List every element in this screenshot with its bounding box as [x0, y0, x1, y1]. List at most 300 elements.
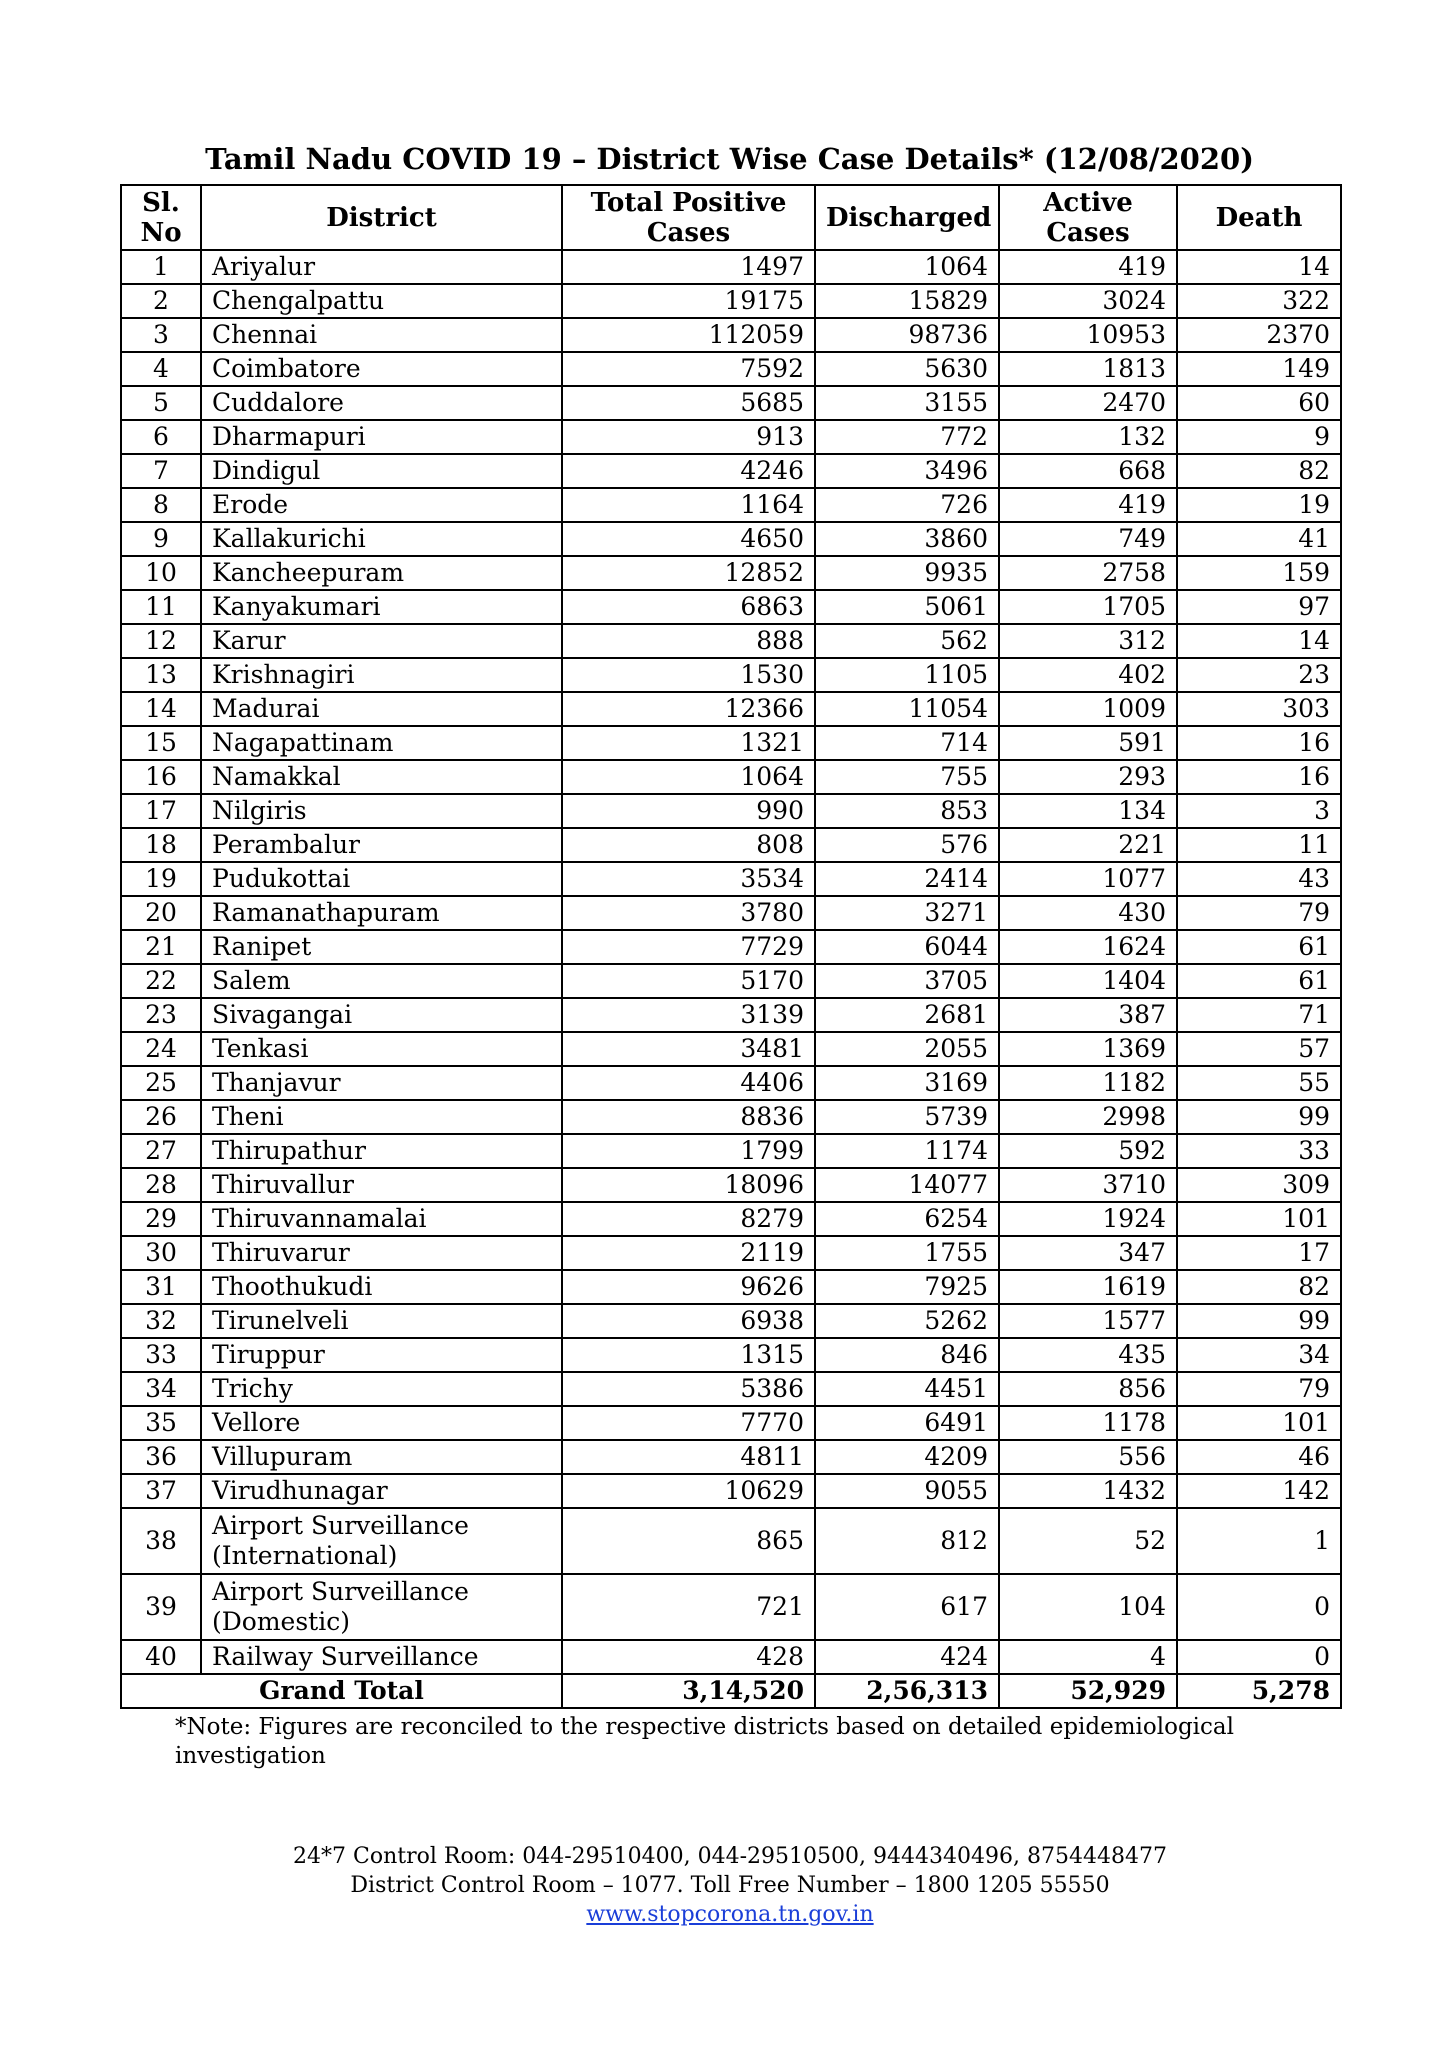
row-discharged: 424 — [815, 1640, 999, 1674]
row-death: 149 — [1177, 352, 1341, 386]
row-total-positive: 1315 — [562, 1338, 815, 1372]
row-active: 52 — [999, 1508, 1177, 1574]
table-row — [121, 1508, 1341, 1574]
table-row — [121, 1032, 1341, 1066]
table-row — [121, 1168, 1341, 1202]
row-district: Thoothukudi — [201, 1270, 562, 1304]
row-discharged: 3705 — [815, 964, 999, 998]
table-row — [121, 352, 1341, 386]
table-row — [121, 1304, 1341, 1338]
row-discharged: 772 — [815, 420, 999, 454]
table-row — [121, 930, 1341, 964]
row-active: 347 — [999, 1236, 1177, 1270]
row-total-positive: 7729 — [562, 930, 815, 964]
table-row — [121, 1066, 1341, 1100]
row-death: 2370 — [1177, 318, 1341, 352]
row-discharged: 11054 — [815, 692, 999, 726]
row-death: 46 — [1177, 1440, 1341, 1474]
table-row — [121, 658, 1341, 692]
row-discharged: 1105 — [815, 658, 999, 692]
row-discharged: 5262 — [815, 1304, 999, 1338]
row-active: 1432 — [999, 1474, 1177, 1508]
table-row — [121, 318, 1341, 352]
row-total-positive: 4650 — [562, 522, 815, 556]
row-active: 104 — [999, 1574, 1177, 1640]
table-row — [121, 760, 1341, 794]
row-active: 419 — [999, 250, 1177, 284]
row-total-positive: 7770 — [562, 1406, 815, 1440]
row-total-positive: 1497 — [562, 250, 815, 284]
row-death: 3 — [1177, 794, 1341, 828]
row-discharged: 755 — [815, 760, 999, 794]
row-discharged: 9935 — [815, 556, 999, 590]
row-death: 9 — [1177, 420, 1341, 454]
row-sl-no: 37 — [121, 1474, 201, 1508]
row-total-positive: 808 — [562, 828, 815, 862]
row-total-positive: 8279 — [562, 1202, 815, 1236]
row-district: Theni — [201, 1100, 562, 1134]
row-discharged: 846 — [815, 1338, 999, 1372]
row-discharged: 6044 — [815, 930, 999, 964]
row-discharged: 3496 — [815, 454, 999, 488]
row-active: 221 — [999, 828, 1177, 862]
row-district: Ranipet — [201, 930, 562, 964]
header-death: Death — [1177, 185, 1341, 250]
row-sl-no: 12 — [121, 624, 201, 658]
row-district: Madurai — [201, 692, 562, 726]
table-row — [121, 1100, 1341, 1134]
row-death: 60 — [1177, 386, 1341, 420]
row-discharged: 5061 — [815, 590, 999, 624]
row-sl-no: 6 — [121, 420, 201, 454]
row-death: 57 — [1177, 1032, 1341, 1066]
row-district: Salem — [201, 964, 562, 998]
row-active: 856 — [999, 1372, 1177, 1406]
row-discharged: 562 — [815, 624, 999, 658]
row-death: 99 — [1177, 1304, 1341, 1338]
row-total-positive: 913 — [562, 420, 815, 454]
row-active: 2998 — [999, 1100, 1177, 1134]
table-row — [121, 250, 1341, 284]
grand-total-active: 52,929 — [999, 1674, 1177, 1708]
row-district: Dharmapuri — [201, 420, 562, 454]
row-district: Tirunelveli — [201, 1304, 562, 1338]
row-active: 1404 — [999, 964, 1177, 998]
table-row — [121, 1474, 1341, 1508]
table-row — [121, 1372, 1341, 1406]
table-row — [121, 896, 1341, 930]
row-district: Thiruvannamalai — [201, 1202, 562, 1236]
row-total-positive: 10629 — [562, 1474, 815, 1508]
contact-footer — [120, 1842, 1340, 1929]
row-death: 0 — [1177, 1574, 1341, 1640]
row-district: Sivagangai — [201, 998, 562, 1032]
row-discharged: 9055 — [815, 1474, 999, 1508]
row-death: 322 — [1177, 284, 1341, 318]
row-active: 1182 — [999, 1066, 1177, 1100]
row-discharged: 15829 — [815, 284, 999, 318]
row-active: 1077 — [999, 862, 1177, 896]
row-death: 55 — [1177, 1066, 1341, 1100]
row-sl-no: 36 — [121, 1440, 201, 1474]
row-discharged: 2055 — [815, 1032, 999, 1066]
row-total-positive: 9626 — [562, 1270, 815, 1304]
row-active: 1813 — [999, 352, 1177, 386]
row-sl-no: 5 — [121, 386, 201, 420]
row-death: 17 — [1177, 1236, 1341, 1270]
row-sl-no: 18 — [121, 828, 201, 862]
row-death: 142 — [1177, 1474, 1341, 1508]
grand-total-label: Grand Total — [121, 1674, 562, 1708]
row-discharged: 3860 — [815, 522, 999, 556]
row-active: 1369 — [999, 1032, 1177, 1066]
row-sl-no: 2 — [121, 284, 201, 318]
header-district: District — [201, 185, 562, 250]
row-sl-no: 10 — [121, 556, 201, 590]
row-active: 1924 — [999, 1202, 1177, 1236]
row-discharged: 3271 — [815, 896, 999, 930]
row-total-positive: 5386 — [562, 1372, 815, 1406]
row-district: Cuddalore — [201, 386, 562, 420]
row-active: 312 — [999, 624, 1177, 658]
row-sl-no: 15 — [121, 726, 201, 760]
row-death: 82 — [1177, 454, 1341, 488]
table-row — [121, 862, 1341, 896]
row-death: 14 — [1177, 624, 1341, 658]
row-active: 387 — [999, 998, 1177, 1032]
row-district: Villupuram — [201, 1440, 562, 1474]
row-total-positive: 1064 — [562, 760, 815, 794]
row-total-positive: 4811 — [562, 1440, 815, 1474]
table-row — [121, 454, 1341, 488]
grand-total-positive: 3,14,520 — [562, 1674, 815, 1708]
row-sl-no: 8 — [121, 488, 201, 522]
row-total-positive: 888 — [562, 624, 815, 658]
website-link[interactable]: www.stopcorona.tn.gov.in — [586, 1902, 874, 1927]
row-total-positive: 990 — [562, 794, 815, 828]
row-total-positive: 721 — [562, 1574, 815, 1640]
row-district: Kancheepuram — [201, 556, 562, 590]
control-room-line: 24*7 Control Room: 044-29510400, 044-29510500, 9444340496, 8754448477 — [293, 1844, 1167, 1869]
header-active-cases: Active Cases — [999, 185, 1177, 250]
row-active: 1619 — [999, 1270, 1177, 1304]
row-discharged: 6254 — [815, 1202, 999, 1236]
row-sl-no: 3 — [121, 318, 201, 352]
table-row — [121, 1574, 1341, 1640]
row-discharged: 5630 — [815, 352, 999, 386]
row-active: 10953 — [999, 318, 1177, 352]
row-death: 71 — [1177, 998, 1341, 1032]
row-sl-no: 22 — [121, 964, 201, 998]
row-sl-no: 38 — [121, 1508, 201, 1574]
table-row — [121, 1236, 1341, 1270]
row-discharged: 4451 — [815, 1372, 999, 1406]
row-district: Vellore — [201, 1406, 562, 1440]
row-sl-no: 14 — [121, 692, 201, 726]
row-discharged: 1174 — [815, 1134, 999, 1168]
row-district: Krishnagiri — [201, 658, 562, 692]
row-total-positive: 6863 — [562, 590, 815, 624]
row-discharged: 14077 — [815, 1168, 999, 1202]
row-district: Namakkal — [201, 760, 562, 794]
row-sl-no: 29 — [121, 1202, 201, 1236]
row-total-positive: 1164 — [562, 488, 815, 522]
row-active: 1624 — [999, 930, 1177, 964]
row-active: 4 — [999, 1640, 1177, 1674]
row-total-positive: 12366 — [562, 692, 815, 726]
row-active: 430 — [999, 896, 1177, 930]
row-discharged: 6491 — [815, 1406, 999, 1440]
table-body — [121, 250, 1341, 1674]
grand-total-death: 5,278 — [1177, 1674, 1341, 1708]
table-header-row — [121, 185, 1341, 250]
table-row — [121, 1270, 1341, 1304]
row-death: 34 — [1177, 1338, 1341, 1372]
row-total-positive: 18096 — [562, 1168, 815, 1202]
row-active: 1178 — [999, 1406, 1177, 1440]
row-sl-no: 26 — [121, 1100, 201, 1134]
row-total-positive: 3780 — [562, 896, 815, 930]
row-active: 668 — [999, 454, 1177, 488]
row-total-positive: 4406 — [562, 1066, 815, 1100]
row-discharged: 812 — [815, 1508, 999, 1574]
row-death: 101 — [1177, 1406, 1341, 1440]
row-total-positive: 1799 — [562, 1134, 815, 1168]
table-row — [121, 522, 1341, 556]
table-row — [121, 624, 1341, 658]
row-death: 19 — [1177, 488, 1341, 522]
row-active: 749 — [999, 522, 1177, 556]
row-sl-no: 33 — [121, 1338, 201, 1372]
footnote: *Note: Figures are reconciled to the respective districts based on detailed epidemiological investigation — [175, 1714, 1234, 1769]
grand-total-row — [121, 1674, 1341, 1708]
table-row — [121, 386, 1341, 420]
row-active: 402 — [999, 658, 1177, 692]
table-row — [121, 964, 1341, 998]
row-discharged: 1064 — [815, 250, 999, 284]
row-sl-no: 21 — [121, 930, 201, 964]
row-sl-no: 28 — [121, 1168, 201, 1202]
row-sl-no: 9 — [121, 522, 201, 556]
row-sl-no: 20 — [121, 896, 201, 930]
header-sl-no: Sl. No — [121, 185, 201, 250]
table-row — [121, 1338, 1341, 1372]
row-sl-no: 19 — [121, 862, 201, 896]
row-death: 11 — [1177, 828, 1341, 862]
row-active: 3024 — [999, 284, 1177, 318]
row-death: 61 — [1177, 930, 1341, 964]
table-row — [121, 692, 1341, 726]
row-district: Kanyakumari — [201, 590, 562, 624]
row-active: 132 — [999, 420, 1177, 454]
table-row — [121, 1406, 1341, 1440]
table-row — [121, 794, 1341, 828]
row-active: 591 — [999, 726, 1177, 760]
row-district: Tenkasi — [201, 1032, 562, 1066]
row-district: Airport Surveillance (International) — [201, 1508, 562, 1574]
row-district: Railway Surveillance — [201, 1640, 562, 1674]
row-district: Dindigul — [201, 454, 562, 488]
row-district: Airport Surveillance (Domestic) — [201, 1574, 562, 1640]
row-sl-no: 31 — [121, 1270, 201, 1304]
document-title: Tamil Nadu COVID 19 – District Wise Case Details* (12/08/2020) — [205, 142, 1254, 176]
row-district: Virudhunagar — [201, 1474, 562, 1508]
row-discharged: 3169 — [815, 1066, 999, 1100]
row-discharged: 2414 — [815, 862, 999, 896]
row-sl-no: 23 — [121, 998, 201, 1032]
row-total-positive: 865 — [562, 1508, 815, 1574]
row-discharged: 1755 — [815, 1236, 999, 1270]
row-sl-no: 32 — [121, 1304, 201, 1338]
row-sl-no: 13 — [121, 658, 201, 692]
row-sl-no: 17 — [121, 794, 201, 828]
row-district: Nagapattinam — [201, 726, 562, 760]
row-district: Trichy — [201, 1372, 562, 1406]
table-row — [121, 1640, 1341, 1674]
row-active: 435 — [999, 1338, 1177, 1372]
row-total-positive: 5685 — [562, 386, 815, 420]
row-total-positive: 1530 — [562, 658, 815, 692]
row-death: 82 — [1177, 1270, 1341, 1304]
row-total-positive: 3481 — [562, 1032, 815, 1066]
row-sl-no: 24 — [121, 1032, 201, 1066]
row-total-positive: 8836 — [562, 1100, 815, 1134]
row-active: 1577 — [999, 1304, 1177, 1338]
row-discharged: 7925 — [815, 1270, 999, 1304]
row-total-positive: 2119 — [562, 1236, 815, 1270]
row-discharged: 4209 — [815, 1440, 999, 1474]
row-death: 79 — [1177, 1372, 1341, 1406]
row-active: 134 — [999, 794, 1177, 828]
row-district: Thiruvallur — [201, 1168, 562, 1202]
grand-total-discharged: 2,56,313 — [815, 1674, 999, 1708]
row-total-positive: 3139 — [562, 998, 815, 1032]
row-death: 14 — [1177, 250, 1341, 284]
row-district: Perambalur — [201, 828, 562, 862]
row-death: 23 — [1177, 658, 1341, 692]
row-sl-no: 39 — [121, 1574, 201, 1640]
row-death: 16 — [1177, 726, 1341, 760]
header-discharged: Discharged — [815, 185, 999, 250]
table-row — [121, 998, 1341, 1032]
row-discharged: 98736 — [815, 318, 999, 352]
row-district: Kallakurichi — [201, 522, 562, 556]
table-row — [121, 284, 1341, 318]
row-active: 556 — [999, 1440, 1177, 1474]
row-sl-no: 30 — [121, 1236, 201, 1270]
row-death: 41 — [1177, 522, 1341, 556]
row-sl-no: 40 — [121, 1640, 201, 1674]
row-district: Erode — [201, 488, 562, 522]
row-death: 16 — [1177, 760, 1341, 794]
row-total-positive: 19175 — [562, 284, 815, 318]
row-district: Ariyalur — [201, 250, 562, 284]
row-discharged: 576 — [815, 828, 999, 862]
row-total-positive: 12852 — [562, 556, 815, 590]
table-row — [121, 590, 1341, 624]
row-total-positive: 6938 — [562, 1304, 815, 1338]
row-district: Pudukottai — [201, 862, 562, 896]
row-sl-no: 11 — [121, 590, 201, 624]
row-discharged: 5739 — [815, 1100, 999, 1134]
row-active: 2470 — [999, 386, 1177, 420]
row-discharged: 714 — [815, 726, 999, 760]
table-row — [121, 726, 1341, 760]
row-active: 3710 — [999, 1168, 1177, 1202]
row-district: Chengalpattu — [201, 284, 562, 318]
row-total-positive: 112059 — [562, 318, 815, 352]
row-total-positive: 1321 — [562, 726, 815, 760]
row-death: 101 — [1177, 1202, 1341, 1236]
row-district: Chennai — [201, 318, 562, 352]
header-total-positive: Total Positive Cases — [562, 185, 815, 250]
row-active: 2758 — [999, 556, 1177, 590]
row-district: Coimbatore — [201, 352, 562, 386]
row-sl-no: 4 — [121, 352, 201, 386]
row-district: Thirupathur — [201, 1134, 562, 1168]
row-death: 61 — [1177, 964, 1341, 998]
table-row — [121, 1134, 1341, 1168]
row-death: 303 — [1177, 692, 1341, 726]
row-death: 309 — [1177, 1168, 1341, 1202]
row-discharged: 726 — [815, 488, 999, 522]
row-death: 33 — [1177, 1134, 1341, 1168]
row-sl-no: 1 — [121, 250, 201, 284]
row-active: 592 — [999, 1134, 1177, 1168]
table-row — [121, 556, 1341, 590]
row-death: 79 — [1177, 896, 1341, 930]
row-death: 1 — [1177, 1508, 1341, 1574]
row-death: 43 — [1177, 862, 1341, 896]
row-active: 1009 — [999, 692, 1177, 726]
table-row — [121, 420, 1341, 454]
row-active: 419 — [999, 488, 1177, 522]
row-sl-no: 25 — [121, 1066, 201, 1100]
district-case-table — [120, 184, 1342, 1709]
row-district: Ramanathapuram — [201, 896, 562, 930]
row-total-positive: 428 — [562, 1640, 815, 1674]
row-district: Karur — [201, 624, 562, 658]
row-sl-no: 35 — [121, 1406, 201, 1440]
row-district: Thanjavur — [201, 1066, 562, 1100]
row-district: Thiruvarur — [201, 1236, 562, 1270]
row-discharged: 3155 — [815, 386, 999, 420]
row-district: Tiruppur — [201, 1338, 562, 1372]
table-row — [121, 488, 1341, 522]
row-discharged: 853 — [815, 794, 999, 828]
row-active: 1705 — [999, 590, 1177, 624]
row-total-positive: 4246 — [562, 454, 815, 488]
district-control-line: District Control Room – 1077. Toll Free Number – 1800 1205 55550 — [350, 1873, 1110, 1898]
row-discharged: 2681 — [815, 998, 999, 1032]
row-sl-no: 16 — [121, 760, 201, 794]
table-row — [121, 828, 1341, 862]
row-district: Nilgiris — [201, 794, 562, 828]
row-sl-no: 7 — [121, 454, 201, 488]
table-row — [121, 1202, 1341, 1236]
row-active: 293 — [999, 760, 1177, 794]
row-sl-no: 27 — [121, 1134, 201, 1168]
row-death: 99 — [1177, 1100, 1341, 1134]
row-death: 0 — [1177, 1640, 1341, 1674]
row-death: 159 — [1177, 556, 1341, 590]
row-discharged: 617 — [815, 1574, 999, 1640]
row-total-positive: 5170 — [562, 964, 815, 998]
row-total-positive: 7592 — [562, 352, 815, 386]
row-sl-no: 34 — [121, 1372, 201, 1406]
table-row — [121, 1440, 1341, 1474]
row-total-positive: 3534 — [562, 862, 815, 896]
